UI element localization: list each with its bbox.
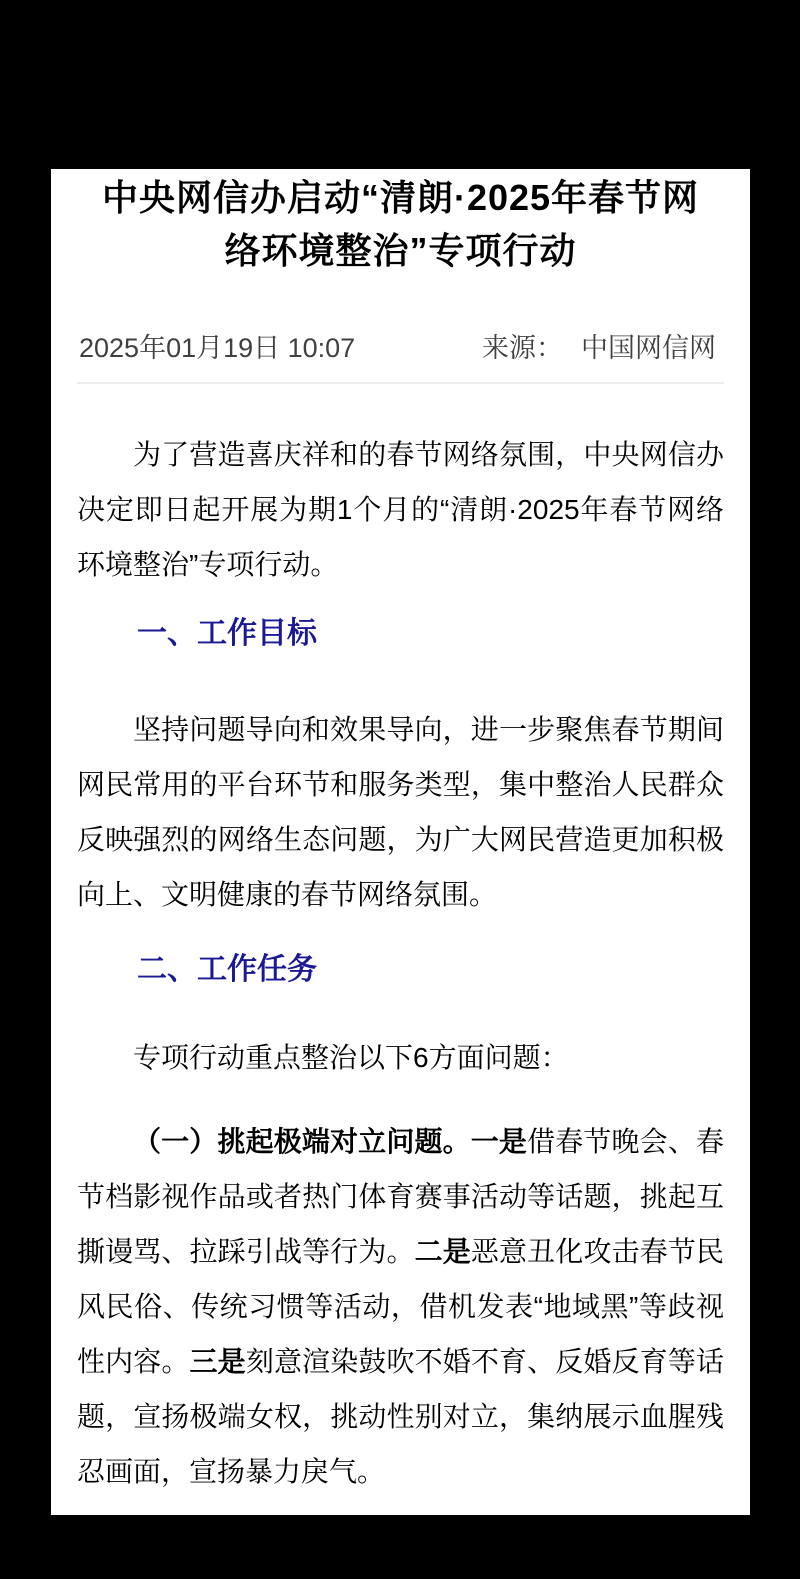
source-name: 中国网信网 <box>581 333 716 363</box>
task-item-1-marker-1: 一是 <box>470 1126 528 1157</box>
section-heading-goals: 一、工作目标 <box>137 617 317 650</box>
task-item-1-text-1: 借春节晚会、春节档影视作品或者热门体育赛事活动等话题，挑起互撕谩骂、拉踩引战等行为。 <box>77 1126 724 1267</box>
section-heading-tasks: 二、工作任务 <box>137 953 317 986</box>
task-item-1-marker-2: 二是 <box>414 1236 471 1267</box>
task-item-1-marker-3: 三是 <box>189 1346 246 1377</box>
source-label: 来源： <box>482 333 563 363</box>
tasks-lead-paragraph: 专项行动重点整治以下6方面问题： <box>133 1042 569 1073</box>
task-item-1-paragraph <box>77 1114 724 1499</box>
article-meta <box>77 333 724 363</box>
publish-date: 2025年01月19日 10:07 <box>79 333 356 363</box>
meta-divider <box>77 382 724 384</box>
article-card <box>51 169 750 1515</box>
intro-paragraph: 为了营造喜庆祥和的春节网络氛围，中央网信办决定即日起开展为期1个月的“清朗·2025年春节网络环境整治”专项行动。 <box>77 439 724 580</box>
task-item-1-text-3: 刻意渲染鼓吹不婚不育、反婚反育等话题，宣扬极端女权，挑动性别对立，集纳展示血腥残忍画面，宣扬暴力戾气。 <box>77 1346 724 1487</box>
source <box>482 333 716 363</box>
task-item-1-heading: （一）挑起极端对立问题。 <box>133 1126 471 1157</box>
goals-paragraph: 坚持问题导向和效果导向，进一步聚焦春节期间网民常用的平台环节和服务类型，集中整治人民群众反映强烈的网络生态问题，为广大网民营造更加积极向上、文明健康的春节网络氛围。 <box>77 714 724 910</box>
article-title: 中央网信办启动“清朗·2025年春节网络环境整治”专项行动 <box>101 177 700 271</box>
task-item-1-text-2: 恶意丑化攻击春节民风民俗、传统习惯等活动，借机发表“地域黑”等歧视性内容。 <box>77 1236 724 1377</box>
